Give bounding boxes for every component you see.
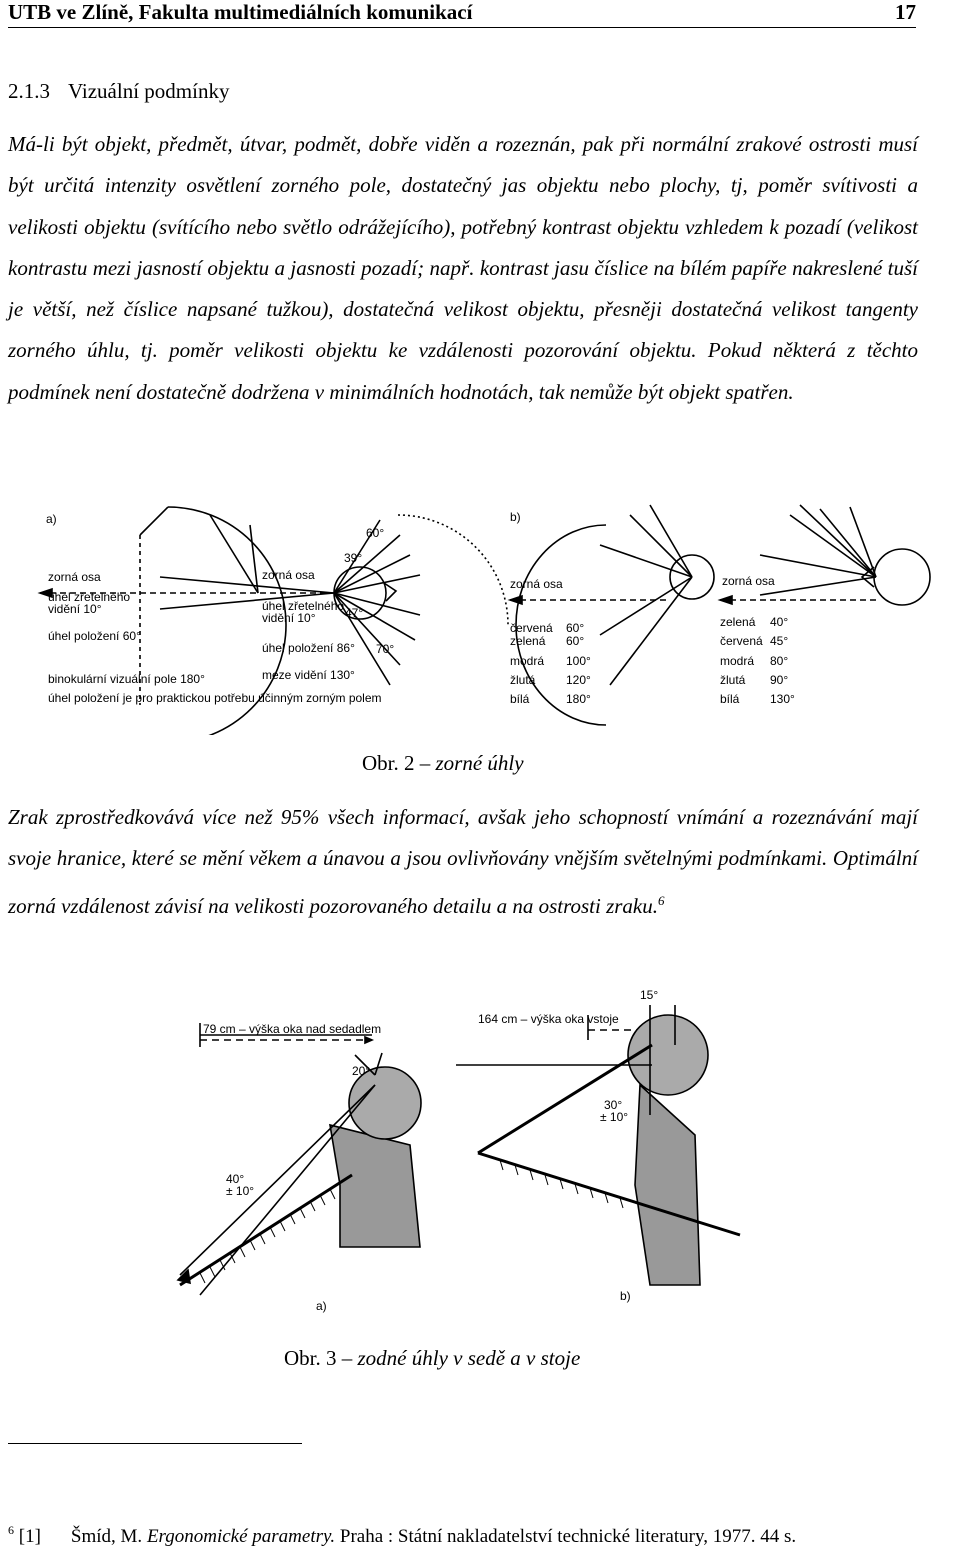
right-table-color: modrá — [720, 654, 755, 668]
footnote-separator — [8, 1443, 302, 1444]
section-title: Vizuální podmínky — [68, 79, 230, 103]
left-table-value: 100° — [566, 654, 591, 668]
caption-prefix: Obr. 3 — [284, 1346, 342, 1370]
angle-70: 70° — [376, 642, 395, 656]
section-heading — [8, 78, 229, 104]
fig3-a-angle-bottom-2: ± 10° — [226, 1184, 255, 1198]
footnote-ref-label: [1] — [18, 1526, 41, 1547]
label-zorna-osa-a-right: zorná osa — [262, 568, 315, 582]
standing-head — [628, 1015, 708, 1095]
header-title: UTB ve Zlíně, Fakulta multimediálních komunikací — [8, 0, 473, 24]
page-header — [8, 0, 916, 28]
footnote-rest: Praha : Státní nakladatelství technické literatury, 1977. 44 s. — [335, 1526, 797, 1547]
fig3-a-angle-top: 20° — [352, 1064, 371, 1078]
left-table-value: 180° — [566, 692, 591, 706]
paragraph-text: Zrak zprostředkovává více než 95% všech informací, avšak jeho schopností vnímání a rozeznávání mají svoje hranice, které se mění věkem a únavou a jsou ovlivňovány vnějším světelnými podmínkami. Optimální zorná vzdálenost závisí na velikosti pozorovaného detailu a na ostrosti zraku. — [8, 805, 918, 918]
right-table-value: 40° — [770, 615, 789, 629]
right-table-color: žlutá — [720, 673, 746, 687]
figure-visual-angles — [0, 495, 960, 735]
label-polozeni-60: úhel položení 60° — [48, 629, 141, 643]
angle-47: 47° — [345, 606, 364, 620]
field-arc-a2 — [398, 515, 508, 625]
angle-39: 39° — [344, 551, 363, 565]
right-table-value: 45° — [770, 634, 789, 648]
fig2-panel-b-label: b) — [510, 510, 521, 524]
right-table-color: červená — [720, 634, 763, 648]
caption-prefix: Obr. 2 — [362, 751, 420, 775]
caption-text: – zodné úhly v sedě a v stoje — [341, 1346, 581, 1370]
left-table-color: červená — [510, 621, 553, 635]
figure-3-caption — [284, 1345, 580, 1371]
angle-60: 60° — [366, 526, 385, 540]
fig3-panel-b-label: b) — [620, 1289, 631, 1303]
footnote-author: Šmíd, M. — [70, 1526, 147, 1547]
standing-body — [635, 1085, 700, 1285]
left-table-value: 60° — [566, 634, 585, 648]
label-polozeni-86: úhel položení 86° — [262, 641, 355, 655]
footnote-ref: 6 — [658, 892, 665, 908]
paragraph-vision-info — [8, 797, 918, 927]
left-table-color: zelená — [510, 634, 546, 648]
label-zretelne-a-right-2: vidění 10° — [262, 611, 316, 625]
footnote — [8, 1518, 796, 1549]
section-number: 2.1.3 — [8, 79, 50, 103]
figure-viewing-angles — [0, 985, 960, 1320]
fig3-a-angle-bottom-1: 40° — [226, 1172, 245, 1186]
label-zorna-osa-a-left: zorná osa — [48, 570, 101, 584]
label-meze-videni: meze vidění 130° — [262, 668, 355, 682]
label-zorna-osa-b-right: zorná osa — [722, 574, 775, 588]
fig3-b-height: 164 cm – výška oka vstoje — [478, 1012, 619, 1026]
left-table-color: žlutá — [510, 673, 536, 687]
seated-body — [330, 1125, 420, 1247]
figure-2-caption — [362, 750, 524, 776]
label-zretelne-a-right-1: úhel zřetelného — [262, 599, 345, 613]
head-b — [874, 549, 930, 605]
label-zorna-osa-b-left: zorná osa — [510, 577, 563, 591]
fig3-b-angle-bottom-2: ± 10° — [600, 1110, 629, 1124]
label-binokularni: binokulární vizuální pole 180° — [48, 672, 205, 686]
right-table-color: bílá — [720, 692, 740, 706]
left-table-color: bílá — [510, 692, 530, 706]
paragraph-visual-conditions: Má-li být objekt, předmět, útvar, podmět, dobře viděn a rozeznán, pak při normální zrakové ostrosti musí být určitá intenzity osvětlení zorného pole, dostatečný jas objektu nebo plochy, tj, poměr svítivosti a velikosti objektu (svítícího nebo světlo odrážejícího), potřebný kontrast objektu vzhledem k pozadí (velikost kontrastu mezi jasností objektu a jasnosti pozadí; např. kontrast jasu číslice na bílém papíře nakreslené tuší je větší, než číslice napsané tužkou), dostatečná velikost objektu, přesněji dostatečná velikost tangenty zorného úhlu, tj. poměr velikosti objektu ke vzdálenosti pozorování objektu. Pokud některá z těchto podmínek není dostatečně dodržena v minimálních hodnotách, tak nemůže být objekt spatřen. — [8, 132, 918, 404]
page-number: 17 — [895, 0, 916, 24]
fig3-b-angle-bottom-1: 30° — [604, 1098, 623, 1112]
right-table-value: 130° — [770, 692, 795, 706]
right-table-color: zelená — [720, 615, 756, 629]
label-zretelne-a-left-2: vidění 10° — [48, 602, 102, 616]
label-prakticky: úhel položení je pro praktickou potřebu účinným zorným polem — [48, 691, 382, 705]
label-zretelne-a-left-1: úhel zřetelného — [48, 590, 131, 604]
left-table-value: 120° — [566, 673, 591, 687]
left-table-value: 60° — [566, 621, 585, 635]
right-table-value: 90° — [770, 673, 789, 687]
footnote-title: Ergonomické parametry. — [146, 1526, 336, 1547]
caption-text: – zorné úhly — [419, 751, 524, 775]
footnote-number: 6 — [8, 1523, 14, 1537]
fig2-panel-a-label: a) — [46, 512, 57, 526]
fig3-b-angle-top: 15° — [640, 988, 659, 1002]
left-table-color: modrá — [510, 654, 545, 668]
right-table-value: 80° — [770, 654, 789, 668]
fig3-a-height: 79 cm – výška oka nad sedadlem — [203, 1022, 382, 1036]
fig3-panel-a-label: a) — [316, 1299, 327, 1313]
